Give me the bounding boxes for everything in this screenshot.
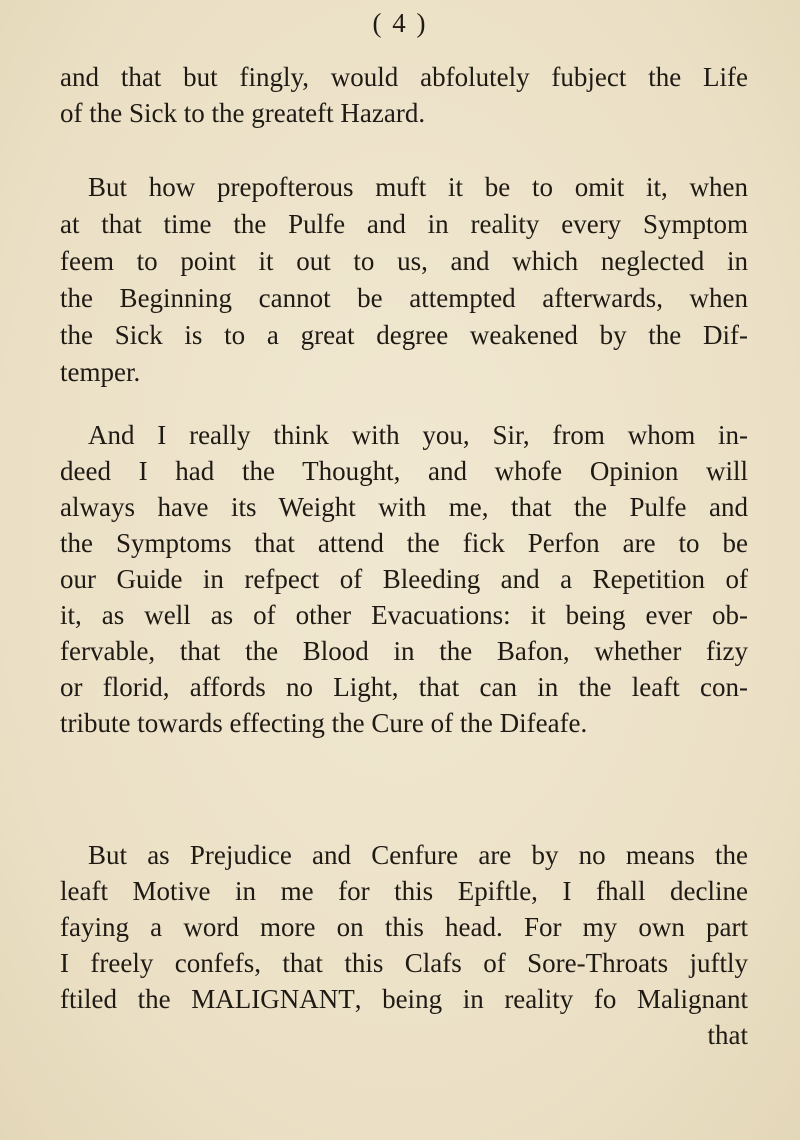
text-line: the Beginning cannot be attempted afterwards, when [60, 283, 748, 313]
paragraph-2 [60, 172, 748, 387]
text-line: always have its Weight with me, that the Pulfe and [60, 492, 748, 522]
text-line: temper. [60, 357, 141, 387]
text-line: the Symptoms that attend the fick Perfon are to be [60, 528, 748, 558]
paragraph-3 [60, 420, 748, 738]
text-line: or florid, affords no Light, that can in the leaft con- [60, 672, 748, 702]
text-line: I freely confefs, that this Clafs of Sore-Throats juftly [60, 948, 748, 978]
text-fragment: , being in reality fo Malignant [354, 984, 748, 1014]
text-line: it, as well as of other Evacuations: it being ever ob- [60, 600, 748, 630]
text-line: But how prepofterous muft it be to omit it, when [88, 172, 748, 202]
text-fragment: ftiled the [60, 984, 192, 1014]
text-line: tribute towards effecting the Cure of the Difeafe. [60, 708, 588, 738]
text-line: our Guide in refpect of Bleeding and a Repetition of [60, 564, 748, 594]
text-line: the Sick is to a great degree weakened by the Dif- [60, 320, 748, 350]
text-line: at that time the Pulfe and in reality every Symptom [60, 209, 748, 239]
text-line: But as Prejudice and Cenfure are by no means the [88, 840, 748, 870]
text-line [60, 984, 748, 1014]
small-caps-word: MALIGNANT [191, 984, 355, 1014]
text-line: And I really think with you, Sir, from whom in- [88, 420, 748, 450]
catchword: that [707, 1020, 748, 1050]
paragraph-4 [60, 840, 748, 1050]
text-line: leaft Motive in me for this Epiftle, I fhall decline [60, 876, 748, 906]
page-number: ( 4 ) [372, 8, 428, 38]
text-line: fervable, that the Blood in the Bafon, whether fizy [60, 636, 748, 666]
text-line: deed I had the Thought, and whofe Opinion will [60, 456, 748, 486]
paragraph-1 [60, 62, 748, 128]
text-line: faying a word more on this head. For my own part [60, 912, 748, 942]
text-line: and that but fingly, would abfolutely fubject the Life [60, 62, 748, 92]
text-line: of the Sick to the greateft Hazard. [60, 98, 426, 128]
text-line: feem to point it out to us, and which neglected in [60, 246, 748, 276]
